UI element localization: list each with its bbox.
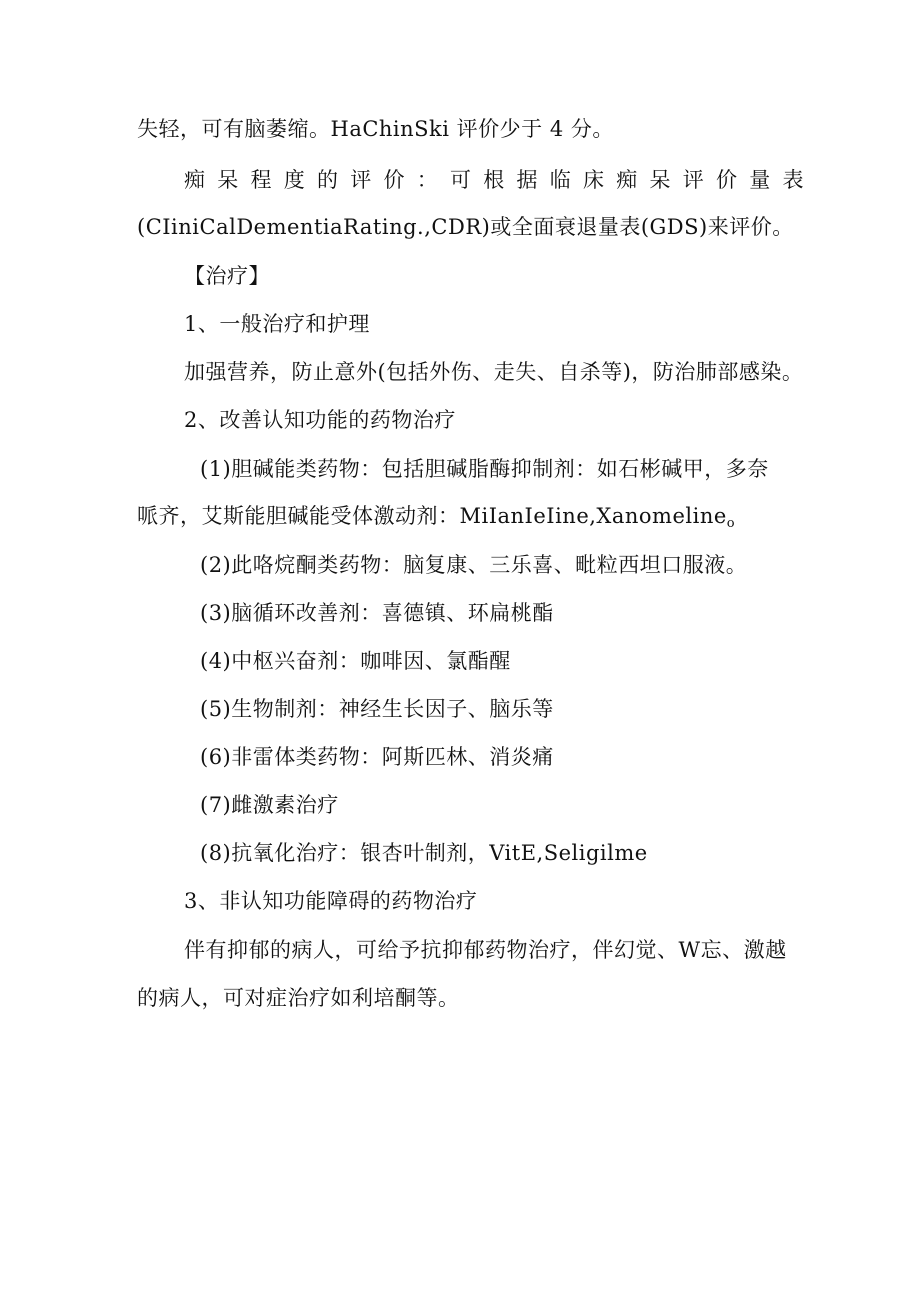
subheading-cognitive-drugs: 2、改善认知功能的药物治疗 <box>184 408 456 432</box>
text-line-2: 痴呆程度的评价：可根据临床痴呆评价量表 <box>184 168 804 192</box>
list-item-7: (7)雌激素治疗 <box>200 793 339 817</box>
text-line-1: 失轻，可有脑萎缩。HaChinSki 评价少于 4 分。 <box>137 117 614 141</box>
text-line-19: 的病人，可对症治疗如利培酮等。 <box>137 986 460 1010</box>
list-item-8: (8)抗氧化治疗：银杏叶制剂，VitE,Seligilme <box>200 841 648 865</box>
list-item-6: (6)非雷体类药物：阿斯匹林、消炎痛 <box>200 745 554 769</box>
text-line-6: 加强营养，防止意外(包括外伤、走失、自杀等)，防治肺部感染。 <box>184 360 804 384</box>
list-item-1-line-1: (1)胆碱能类药物：包括胆碱脂酶抑制剂：如石彬碱甲，多奈 <box>200 457 769 481</box>
list-item-3: (3)脑循环改善剂：喜德镇、环扁桃酯 <box>200 601 554 625</box>
list-item-4: (4)中枢兴奋剂：咖啡因、氯酯醒 <box>200 649 511 673</box>
list-item-1-line-2 <box>137 501 735 539</box>
section-heading-treatment: 【治疗】 <box>184 264 270 288</box>
text-line-3: (CIiniCalDementiaRating.,CDR)或全面衰退量表(GDS)来评价。 <box>137 215 794 239</box>
list-item-2: (2)此咯烷酮类药物：脑复康、三乐喜、毗粒西坦口服液。 <box>200 553 748 577</box>
list-item-5: (5)生物制剂：神经生长因子、脑乐等 <box>200 697 554 721</box>
subheading-noncognitive-drugs: 3、非认知功能障碍的药物治疗 <box>184 889 478 913</box>
subheading-general-care: 1、一般治疗和护理 <box>184 312 370 336</box>
text-line-18: 伴有抑郁的病人，可给予抗抑郁药物治疗，伴幻觉、W忘、激越 <box>184 938 787 962</box>
subscript-mark: o <box>726 516 736 531</box>
list-item-1-line-2-text: 哌齐，艾斯能胆碱能受体激动剂：MiIanIeIine,Xanomeline <box>137 504 727 528</box>
